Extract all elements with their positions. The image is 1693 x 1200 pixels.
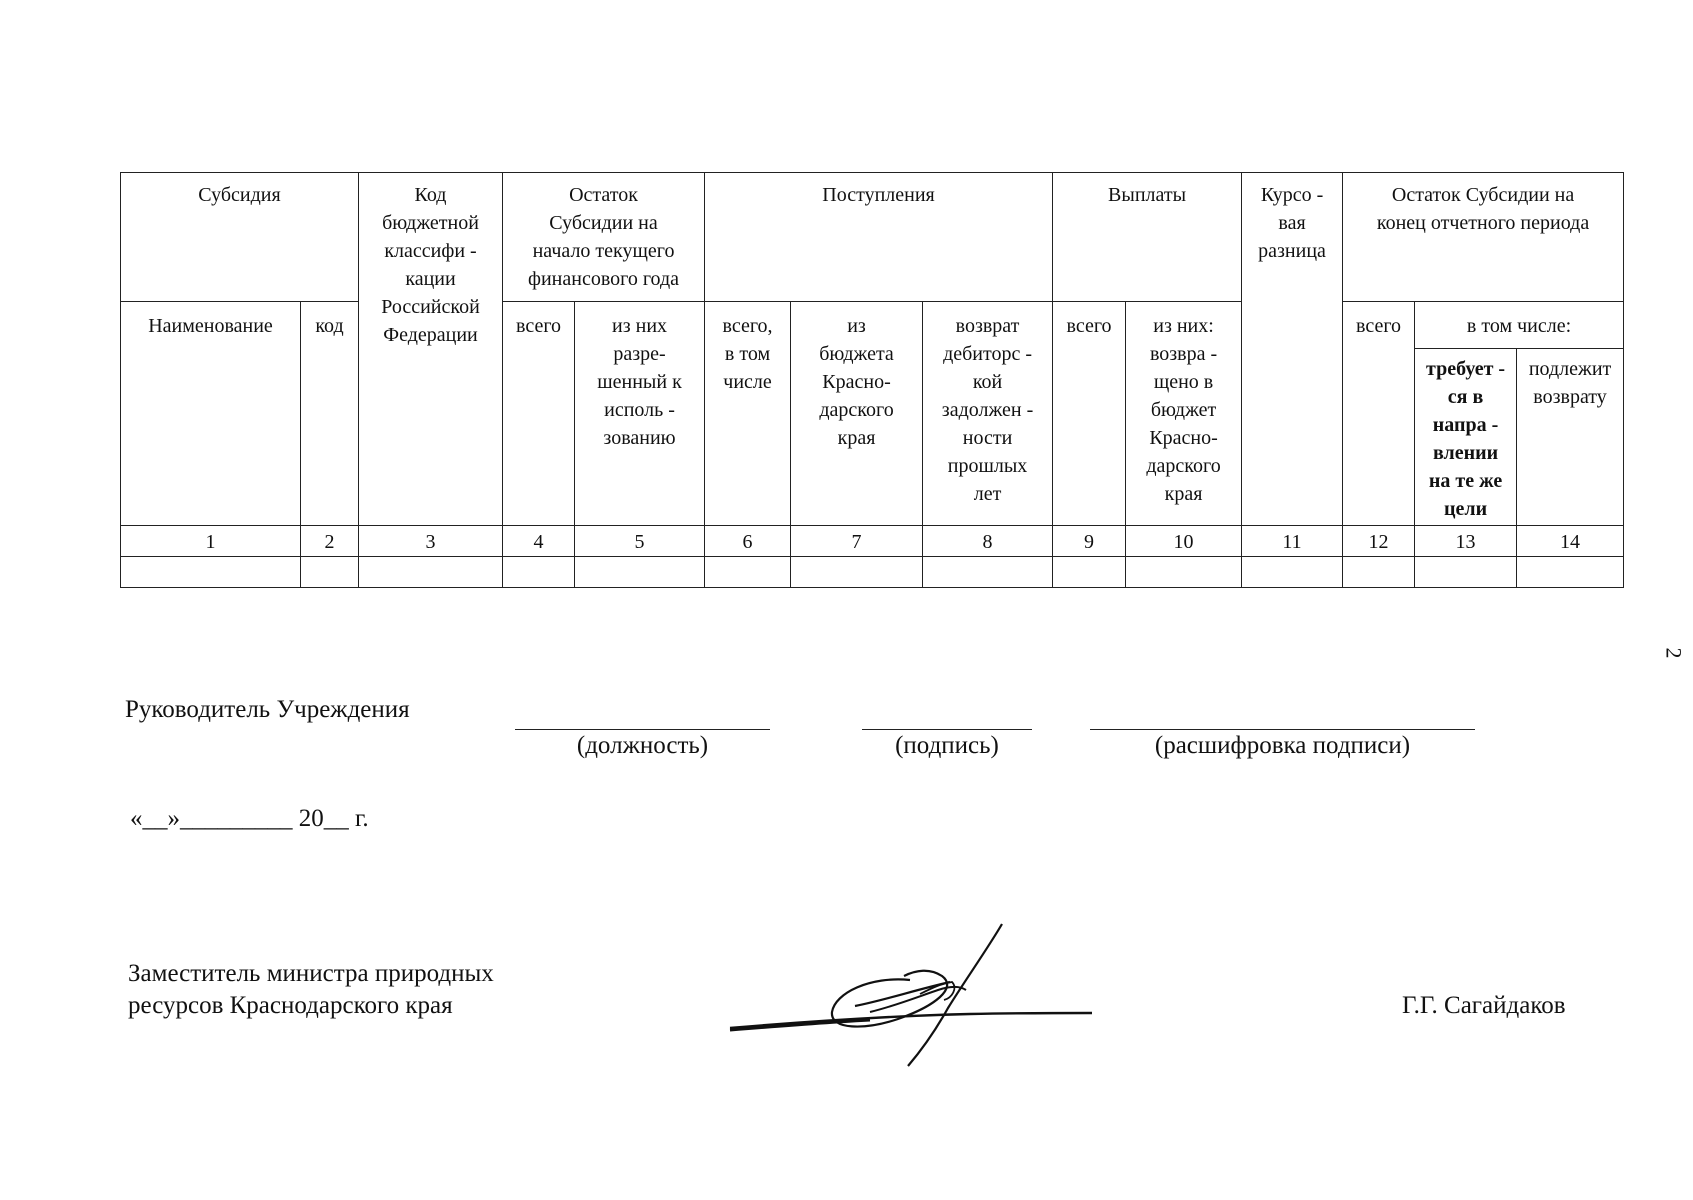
decode-line — [1090, 729, 1475, 730]
header-subsidy: Субсидия — [121, 173, 359, 302]
table-cell — [1242, 557, 1343, 588]
header-total-6: всего, в том числе — [705, 302, 791, 526]
column-number: 6 — [705, 526, 791, 557]
header-end-balance: Остаток Субсидии на конец отчетного периода — [1343, 173, 1624, 302]
column-number: 10 — [1126, 526, 1242, 557]
table-cell — [301, 557, 359, 588]
header-row-1 — [121, 173, 1624, 302]
column-number: 5 — [575, 526, 705, 557]
table-cell — [1343, 557, 1415, 588]
column-number: 7 — [791, 526, 923, 557]
official-title — [128, 958, 494, 1022]
table-cell — [923, 557, 1053, 588]
table-cell — [575, 557, 705, 588]
empty-data-row — [121, 557, 1624, 588]
head-label: Руководитель Учреждения — [125, 696, 410, 723]
official-title-line-1: Заместитель министра природных — [128, 960, 494, 987]
header-to-return: подлежит возврату — [1517, 349, 1624, 526]
table-cell — [121, 557, 301, 588]
column-number: 3 — [359, 526, 503, 557]
official-title-line-2: ресурсов Краснодарского края — [128, 992, 453, 1019]
column-number: 13 — [1415, 526, 1517, 557]
position-line — [515, 729, 770, 730]
table-cell — [705, 557, 791, 588]
header-total-4: всего — [503, 302, 575, 526]
table-cell — [359, 557, 503, 588]
header-fx-diff: Курсо - вая разница — [1242, 173, 1343, 526]
table-cell — [1415, 557, 1517, 588]
header-receivables: возврат дебиторс - кой задолжен - ности прошлых лет — [923, 302, 1053, 526]
header-start-balance: Остаток Субсидии на начало текущего финансового года — [503, 173, 705, 302]
table-cell — [1517, 557, 1624, 588]
header-receipts: Поступления — [705, 173, 1053, 302]
table-cell — [1053, 557, 1126, 588]
table-cell — [791, 557, 923, 588]
header-required: требует - ся в напра - влении на те же цели — [1415, 349, 1517, 526]
header-payments: Выплаты — [1053, 173, 1242, 302]
column-number-row — [121, 526, 1624, 557]
header-total-12: всего — [1343, 302, 1415, 526]
header-from-budget: из бюджета Красно- дарского края — [791, 302, 923, 526]
table-cell — [503, 557, 575, 588]
column-number: 2 — [301, 526, 359, 557]
table-cell — [1126, 557, 1242, 588]
page-number: 2 — [1661, 647, 1687, 659]
header-name: Наименование — [121, 302, 301, 526]
position-caption: (должность) — [576, 732, 709, 759]
header-total-9: всего — [1053, 302, 1126, 526]
decode-caption: (расшифровка подписи) — [1154, 732, 1411, 759]
header-returned: из них: возвра - щено в бюджет Красно- дарского края — [1126, 302, 1242, 526]
header-row-2 — [121, 302, 1624, 349]
handwritten-signature — [720, 918, 1100, 1068]
subsidy-report-table — [120, 172, 1624, 588]
signature-line — [862, 729, 1032, 730]
header-allowed: из них разре- шенный к исполь - зованию — [575, 302, 705, 526]
column-number: 12 — [1343, 526, 1415, 557]
header-kbk: Код бюджетной классифи - кации Российской Федерации — [359, 173, 503, 526]
column-number: 14 — [1517, 526, 1624, 557]
column-number: 11 — [1242, 526, 1343, 557]
date-line: «__»_________ 20__ г. — [130, 805, 369, 832]
column-number: 9 — [1053, 526, 1126, 557]
official-name: Г.Г. Сагайдаков — [1402, 992, 1566, 1019]
header-including: в том числе: — [1415, 302, 1624, 349]
column-number: 1 — [121, 526, 301, 557]
column-number: 8 — [923, 526, 1053, 557]
header-code: код — [301, 302, 359, 526]
signature-caption: (подпись) — [895, 732, 999, 759]
column-number: 4 — [503, 526, 575, 557]
